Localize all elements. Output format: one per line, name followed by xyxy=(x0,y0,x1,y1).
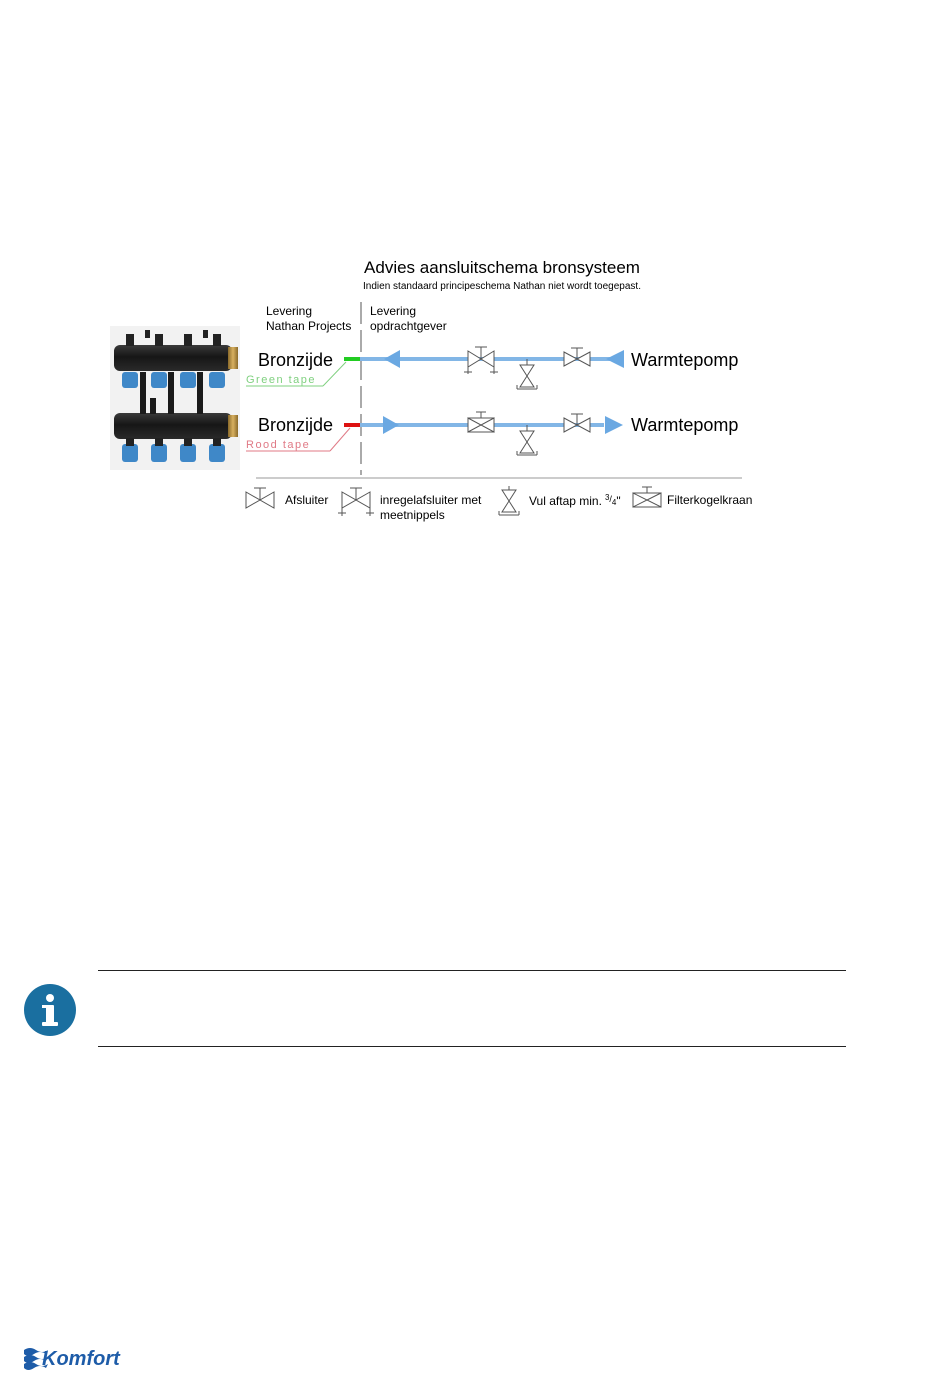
flow-arrow-right xyxy=(383,416,399,434)
filter-ball-valve-symbol xyxy=(468,412,494,432)
supply-right-line1: Levering xyxy=(370,304,417,318)
red-tape-mark xyxy=(344,423,360,427)
diagram-subtitle: Indien standaard principeschema Nathan niet wordt toegepast. xyxy=(363,281,641,292)
row-bottom-left-label: Bronzijde xyxy=(258,415,334,435)
flow-arrow-right-end xyxy=(605,416,623,434)
supply-left-line2: Nathan Projects xyxy=(266,319,352,333)
diagram-title: Advies aansluitschema bronsysteem xyxy=(364,258,640,277)
drain-valve-symbol-bottom xyxy=(517,425,537,455)
green-tape-mark xyxy=(344,357,360,361)
supply-left-line1: Levering xyxy=(266,304,313,318)
row-top-right-label: Warmtepomp xyxy=(631,350,739,370)
flow-arrow-left xyxy=(384,350,400,368)
red-tape-label: Rood tape xyxy=(246,439,311,451)
legend-vul-aftap-label: Vul aftap min. $^3/_4$" xyxy=(529,493,621,508)
logo-text: Komfort xyxy=(42,1348,120,1370)
flow-arrow-left-end xyxy=(606,350,624,368)
vul-suffix: " xyxy=(616,494,621,508)
row-bottom-right-label: Warmtepomp xyxy=(631,415,739,435)
legend-filter-label: Filterkogelkraan xyxy=(667,493,753,507)
note-box xyxy=(98,970,846,1047)
shutoff-valve-symbol-bottom xyxy=(564,414,590,432)
supply-right-line2: opdrachtgever xyxy=(370,319,447,333)
manifold-illustration xyxy=(110,326,240,470)
row-top-left-label: Bronzijde xyxy=(258,350,334,370)
legend-inregel-icon xyxy=(338,488,374,516)
legend-inregel-label-line1: inregelafsluiter met xyxy=(380,493,482,507)
vul-fraction-num: 3 xyxy=(604,493,610,502)
komfort-logo xyxy=(22,1342,152,1372)
legend-afsluiter-icon xyxy=(246,488,274,508)
legend-filter-icon xyxy=(633,487,661,507)
vul-fraction-den: 4 xyxy=(611,498,617,507)
info-icon xyxy=(22,982,78,1038)
green-tape-label: Green tape xyxy=(246,374,317,386)
legend-vul-aftap-icon xyxy=(499,486,519,515)
vul-prefix: Vul aftap min. xyxy=(529,494,602,508)
drain-valve-symbol xyxy=(517,359,537,389)
legend-inregel-label-line2: meetnippels xyxy=(380,508,445,522)
legend-afsluiter-label: Afsluiter xyxy=(285,493,329,507)
shutoff-valve-symbol xyxy=(564,348,590,366)
